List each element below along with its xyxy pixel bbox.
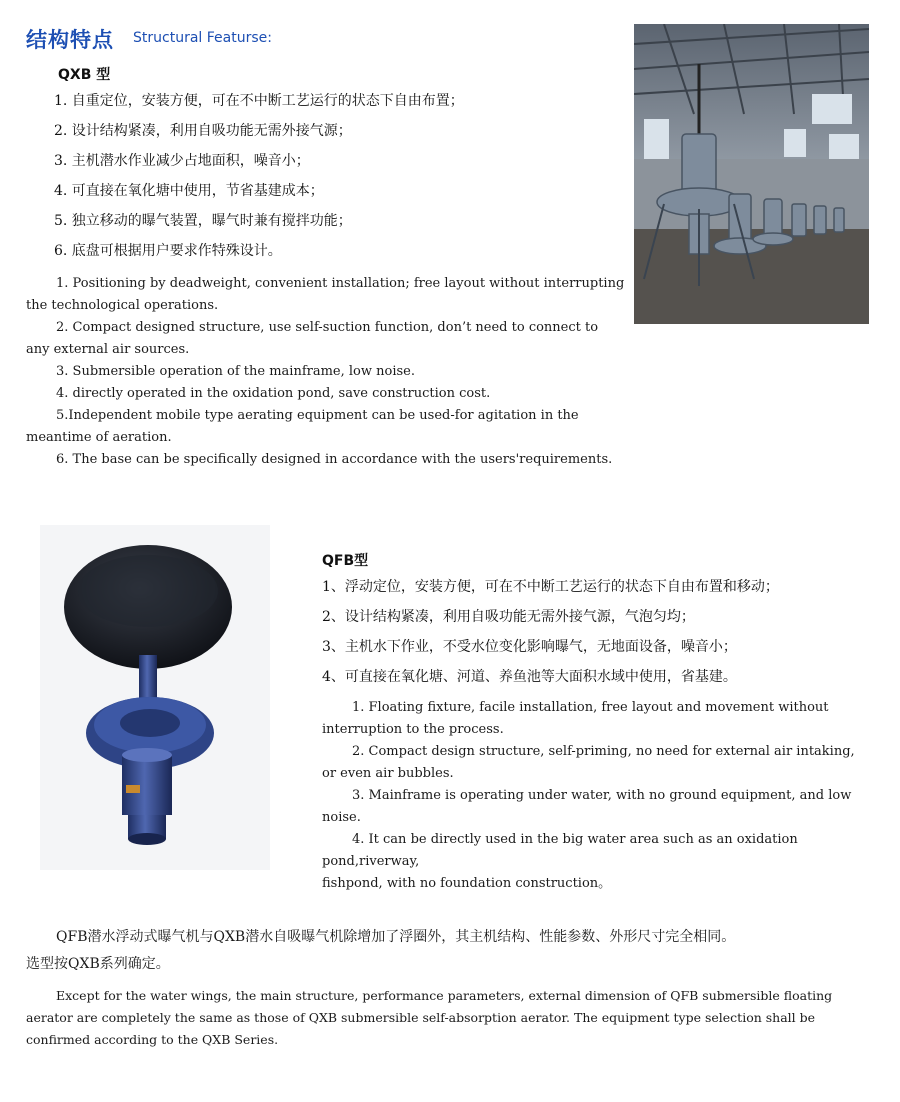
footer-en-line: Except for the water wings, the main structure, performance parameters, external dimension of QFB submersible floating <box>56 988 833 1003</box>
qfb-cn-item: 2、设计结构紧凑，利用自吸功能无需外接气源，气泡匀均； <box>322 609 695 625</box>
qfb-en-item: 2. Compact design structure, self-priming, no need for external air intaking, or even air bubbles. <box>322 744 855 781</box>
qxb-en-item: 1. Positioning by deadweight, convenient installation; free layout without interrupting the technological operations. <box>26 276 625 313</box>
qfb-cn-item: 4、可直接在氧化塘、河道、养鱼池等大面积水域中使用，省基建。 <box>322 669 737 685</box>
qxb-cn-item: 3. 主机潜水作业减少占地面积，噪音小； <box>54 153 310 169</box>
qxb-cn-item: 4. 可直接在氧化塘中使用，节省基建成本； <box>54 183 324 199</box>
footer-en-note <box>26 985 886 1051</box>
qxb-cn-item: 5. 独立移动的曝气装置，曝气时兼有搅拌功能； <box>54 213 352 229</box>
qxb-en-list <box>26 273 626 471</box>
qfb-en-item: 1. Floating fixture, facile installation, free layout and movement without interruption to the process. <box>322 700 829 737</box>
qfb-cn-item: 1、浮动定位，安装方便，可在不中断工艺运行的状态下自由布置和移动； <box>322 579 779 595</box>
qxb-en-item: 6. The base can be specifically designed in accordance with the users'requirements. <box>56 452 613 467</box>
qxb-cn-item: 6. 底盘可根据用户要求作特殊设计。 <box>54 243 282 259</box>
qxb-model-heading: QXB 型 <box>58 67 111 83</box>
footer-cn-note <box>26 924 886 978</box>
qxb-en-item: 5.Independent mobile type aerating equipment can be used-for agitation in the meantime of aeration. <box>26 408 579 445</box>
qxb-cn-item: 2. 设计结构紧凑，利用自吸功能无需外接气源； <box>54 123 352 139</box>
qfb-en-item: 3. Mainframe is operating under water, with no ground equipment, and low noise. <box>322 788 852 825</box>
qfb-product-photo <box>40 525 270 870</box>
footer-cn-line: QFB潜水浮动式曝气机与QXB潜水自吸曝气机除增加了浮圈外，其主机结构、性能参数、外形尺寸完全相同。 <box>56 929 736 945</box>
qxb-en-item: 2. Compact designed structure, use self-suction function, don’t need to connect to any external air sources. <box>26 320 599 357</box>
qxb-en-item: 4. directly operated in the oxidation pond, save construction cost. <box>56 386 491 401</box>
qfb-model-heading: QFB型 <box>322 553 369 569</box>
qxb-cn-item: 1. 自重定位，安装方便，可在不中断工艺运行的状态下自由布置； <box>54 93 464 109</box>
qxb-en-item: 3. Submersible operation of the mainframe, low noise. <box>56 364 415 379</box>
footer-en-line: aerator are completely the same as those of QXB submersible self-absorption aerator. The equipment type selection shall be <box>26 1010 816 1025</box>
section-title-en: Structural Featurse: <box>133 30 272 46</box>
qfb-cn-list <box>322 572 779 692</box>
footer-en-line: confirmed according to the QXB Series. <box>26 1032 279 1047</box>
qxb-cn-list <box>54 86 464 266</box>
qfb-cn-item: 3、主机水下作业，不受水位变化影响曝气，无地面设备，噪音小； <box>322 639 737 655</box>
qfb-product-graphic <box>40 525 270 870</box>
footer-cn-line: 选型按QXB系列确定。 <box>26 956 170 972</box>
qfb-en-list <box>322 697 887 895</box>
workshop-photo-graphic <box>634 24 869 324</box>
section-title-cn: 结构特点 <box>26 28 114 52</box>
workshop-photo <box>634 24 869 324</box>
qfb-en-item: 4. It can be directly used in the big water area such as an oxidation pond,riverway, fishpond, with no foundation construction。 <box>322 832 798 891</box>
